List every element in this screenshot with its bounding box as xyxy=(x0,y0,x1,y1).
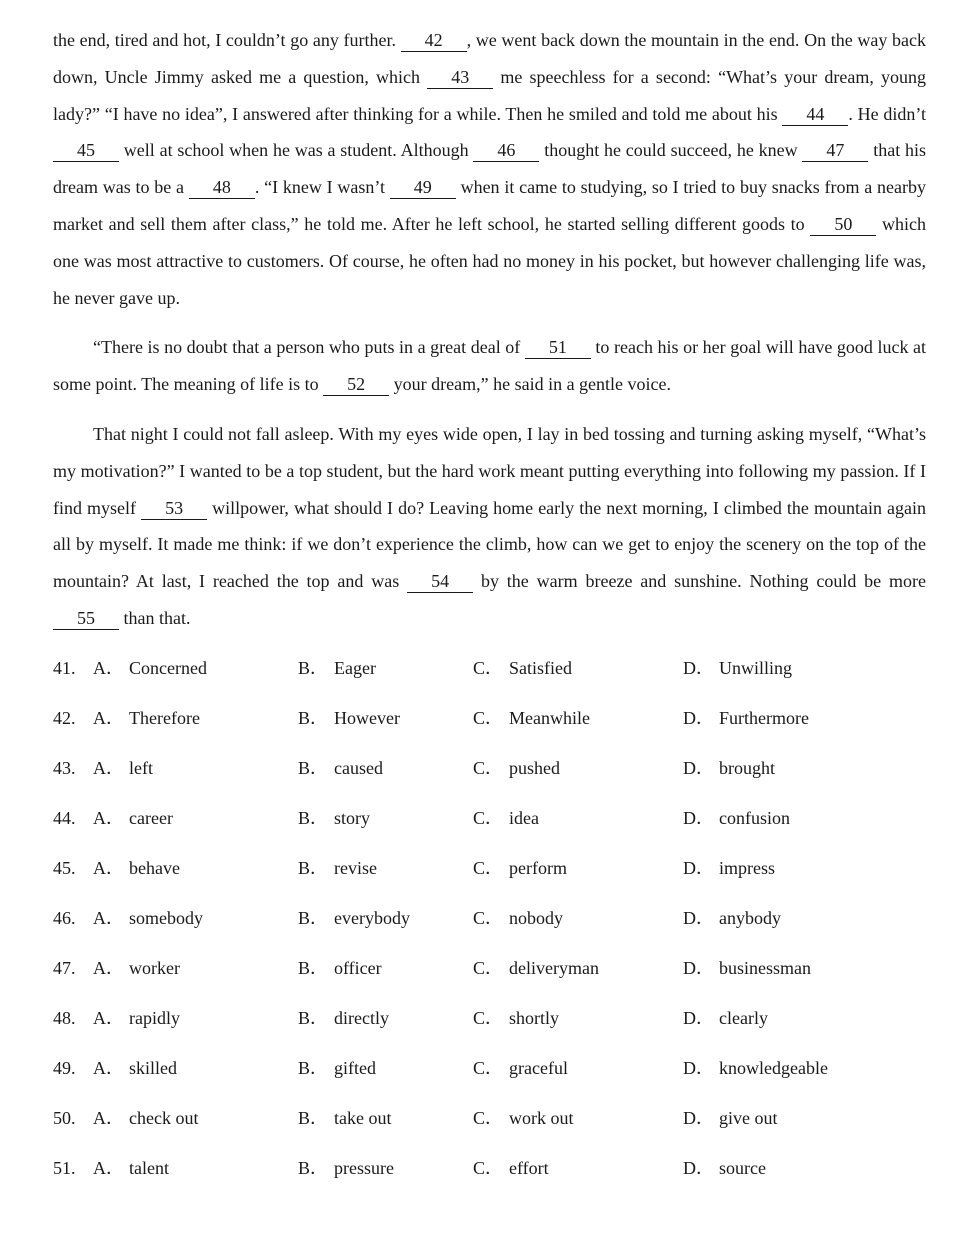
option-letter: C． xyxy=(473,908,504,928)
option-c xyxy=(473,900,563,936)
option-letter: A． xyxy=(93,808,124,828)
option-d xyxy=(683,800,790,836)
paragraph-3 xyxy=(53,416,926,637)
option-a xyxy=(93,650,207,686)
question-number: 41. xyxy=(53,658,76,678)
option-d xyxy=(683,650,792,686)
option-letter: D． xyxy=(683,758,714,778)
passage-text: thought he could succeed, he knew xyxy=(539,140,803,161)
option-d xyxy=(683,1150,766,1186)
question-row xyxy=(53,850,933,900)
option-text: Eager xyxy=(334,658,376,678)
question-number: 48. xyxy=(53,1008,76,1028)
question-number: 49. xyxy=(53,1058,76,1078)
passage-text: to reach his or her goal will have good luck at some point. The meaning of life is to xyxy=(53,337,926,395)
option-letter: D． xyxy=(683,708,714,728)
option-letter: C． xyxy=(473,808,504,828)
option-b xyxy=(298,1100,391,1136)
passage-text: me speechless for a second: “What’s your dream, young lady?” “I have no idea”, I answered after thinking for a while. Then he smiled and told me about his xyxy=(53,66,926,124)
paragraph-1 xyxy=(53,22,926,316)
option-letter: C． xyxy=(473,958,504,978)
question-number: 42. xyxy=(53,708,76,728)
passage-text: that his dream was to be a xyxy=(53,140,926,198)
option-text: Unwilling xyxy=(719,658,793,678)
option-text: businessman xyxy=(719,958,811,978)
option-letter: D． xyxy=(683,908,714,928)
option-text: However xyxy=(334,708,400,728)
option-c xyxy=(473,850,567,886)
option-letter: A． xyxy=(93,758,124,778)
blank-53: 53 xyxy=(141,498,207,520)
cloze-passage xyxy=(53,22,926,637)
blank-42: 42 xyxy=(401,30,467,52)
option-b xyxy=(298,700,400,736)
option-b xyxy=(298,850,377,886)
option-letter: B． xyxy=(298,958,329,978)
option-text: Concerned xyxy=(129,658,207,678)
blank-51: 51 xyxy=(525,337,591,359)
option-text: caused xyxy=(334,758,383,778)
question-number: 43. xyxy=(53,758,76,778)
question-row xyxy=(53,1100,933,1150)
option-text: graceful xyxy=(509,1058,568,1078)
option-text: worker xyxy=(129,958,180,978)
option-text: effort xyxy=(509,1158,549,1178)
option-text: deliveryman xyxy=(509,958,599,978)
question-row xyxy=(53,1000,933,1050)
option-b xyxy=(298,950,382,986)
option-a xyxy=(93,750,153,786)
option-text: talent xyxy=(129,1158,169,1178)
blank-50: 50 xyxy=(810,214,876,236)
option-letter: C． xyxy=(473,758,504,778)
option-letter: D． xyxy=(683,1008,714,1028)
option-text: rapidly xyxy=(129,1008,180,1028)
option-text: confusion xyxy=(719,808,790,828)
option-text: check out xyxy=(129,1108,199,1128)
option-text: left xyxy=(129,758,153,778)
passage-text: by the warm breeze and sunshine. Nothing could be more xyxy=(473,571,927,592)
question-options xyxy=(53,650,933,1200)
question-number: 46. xyxy=(53,908,76,928)
passage-text: which one was most attractive to customers. Of course, he often had no money in his pocket, but however challenging life was, he never gave up. xyxy=(53,213,926,308)
option-text: Satisfied xyxy=(509,658,572,678)
question-row xyxy=(53,650,933,700)
question-row xyxy=(53,800,933,850)
option-text: impress xyxy=(719,858,775,878)
option-d xyxy=(683,750,775,786)
option-letter: D． xyxy=(683,808,714,828)
option-text: work out xyxy=(509,1108,574,1128)
option-text: give out xyxy=(719,1108,778,1128)
option-text: Therefore xyxy=(129,708,200,728)
option-letter: B． xyxy=(298,1058,329,1078)
option-text: somebody xyxy=(129,908,203,928)
option-letter: C． xyxy=(473,1158,504,1178)
paragraph-2 xyxy=(53,329,926,403)
option-d xyxy=(683,850,775,886)
option-letter: D． xyxy=(683,1108,714,1128)
option-b xyxy=(298,750,383,786)
option-text: story xyxy=(334,808,370,828)
option-d xyxy=(683,1000,768,1036)
option-text: nobody xyxy=(509,908,563,928)
option-text: anybody xyxy=(719,908,781,928)
option-text: knowledgeable xyxy=(719,1058,828,1078)
option-d xyxy=(683,1050,828,1086)
option-d xyxy=(683,950,811,986)
blank-46: 46 xyxy=(473,140,539,162)
option-a xyxy=(93,700,200,736)
option-letter: A． xyxy=(93,1058,124,1078)
option-letter: B． xyxy=(298,708,329,728)
option-text: behave xyxy=(129,858,180,878)
option-a xyxy=(93,950,180,986)
option-text: pushed xyxy=(509,758,560,778)
option-letter: D． xyxy=(683,658,714,678)
option-text: pressure xyxy=(334,1158,394,1178)
question-row xyxy=(53,900,933,950)
option-text: career xyxy=(129,808,173,828)
option-c xyxy=(473,1050,568,1086)
option-c xyxy=(473,1100,574,1136)
option-text: Furthermore xyxy=(719,708,809,728)
question-number: 51. xyxy=(53,1158,76,1178)
option-letter: B． xyxy=(298,858,329,878)
option-letter: A． xyxy=(93,908,124,928)
option-text: directly xyxy=(334,1008,389,1028)
option-c xyxy=(473,650,572,686)
question-number: 47. xyxy=(53,958,76,978)
option-d xyxy=(683,700,809,736)
option-text: everybody xyxy=(334,908,410,928)
passage-text: when it came to studying, so I tried to buy snacks from a nearby market and sell them after class,” he told me. After he left school, he started selling different goods to xyxy=(53,177,926,234)
option-letter: A． xyxy=(93,708,124,728)
option-text: idea xyxy=(509,808,539,828)
option-letter: D． xyxy=(683,1158,714,1178)
passage-text: . He didn’t xyxy=(848,103,926,124)
option-text: brought xyxy=(719,758,775,778)
option-c xyxy=(473,1000,559,1036)
option-text: shortly xyxy=(509,1008,560,1028)
question-number: 45. xyxy=(53,858,76,878)
option-text: take out xyxy=(334,1108,392,1128)
option-text: perform xyxy=(509,858,567,878)
blank-49: 49 xyxy=(390,177,456,199)
option-c xyxy=(473,700,590,736)
option-text: revise xyxy=(334,858,377,878)
question-row xyxy=(53,950,933,1000)
option-letter: C． xyxy=(473,858,504,878)
blank-47: 47 xyxy=(802,140,868,162)
option-text: Meanwhile xyxy=(509,708,590,728)
option-letter: A． xyxy=(93,1158,124,1178)
option-letter: C． xyxy=(473,708,504,728)
option-c xyxy=(473,750,560,786)
question-number: 50. xyxy=(53,1108,76,1128)
option-letter: A． xyxy=(93,958,124,978)
passage-text: . “I knew I wasn’t xyxy=(254,177,390,198)
option-letter: B． xyxy=(298,758,329,778)
question-row xyxy=(53,700,933,750)
option-a xyxy=(93,900,203,936)
option-letter: B． xyxy=(298,1158,329,1178)
blank-54: 54 xyxy=(407,571,473,593)
option-c xyxy=(473,950,599,986)
option-a xyxy=(93,1150,169,1186)
question-row xyxy=(53,750,933,800)
option-a xyxy=(93,1000,180,1036)
option-text: clearly xyxy=(719,1008,768,1028)
option-letter: C． xyxy=(473,1008,504,1028)
blank-45: 45 xyxy=(53,140,119,162)
blank-43: 43 xyxy=(427,67,493,89)
option-letter: D． xyxy=(683,958,714,978)
option-letter: A． xyxy=(93,858,124,878)
option-letter: D． xyxy=(683,858,714,878)
option-text: source xyxy=(719,1158,766,1178)
question-number: 44. xyxy=(53,808,76,828)
option-b xyxy=(298,1050,376,1086)
option-letter: B． xyxy=(298,1108,329,1128)
passage-text: That night I could not fall asleep. With my eyes wide open, I lay in bed tossing and turning asking myself, “What’s my motivation?” I wanted to be a top student, but the hard work meant putting everything into following my passion. If I find myself xyxy=(53,423,926,518)
option-a xyxy=(93,800,173,836)
passage-text: , we went back down the mountain in the end. On the way back down, Uncle Jimmy asked me a question, which xyxy=(53,30,927,87)
passage-text: “There is no doubt that a person who puts in a great deal of xyxy=(93,337,525,358)
passage-text: well at school when he was a student. Although xyxy=(119,140,474,161)
question-row xyxy=(53,1050,933,1100)
option-letter: B． xyxy=(298,658,329,678)
option-letter: A． xyxy=(93,658,124,678)
passage-text: willpower, what should I do? Leaving home early the next morning, I climbed the mountain again all by myself. It made me think: if we don’t experience the climb, how can we get to enjoy the scenery on the top of the mountain? At last, I reached the top and was xyxy=(53,497,926,592)
question-row xyxy=(53,1150,933,1200)
option-b xyxy=(298,650,376,686)
passage-text: than that. xyxy=(119,607,191,628)
option-a xyxy=(93,1100,198,1136)
option-letter: B． xyxy=(298,1008,329,1028)
option-b xyxy=(298,900,410,936)
blank-48: 48 xyxy=(189,177,255,199)
option-d xyxy=(683,1100,778,1136)
option-letter: C． xyxy=(473,1108,504,1128)
option-letter: B． xyxy=(298,908,329,928)
option-b xyxy=(298,1150,394,1186)
option-a xyxy=(93,1050,177,1086)
option-c xyxy=(473,1150,549,1186)
option-text: officer xyxy=(334,958,382,978)
option-text: skilled xyxy=(129,1058,177,1078)
option-b xyxy=(298,1000,389,1036)
blank-55: 55 xyxy=(53,608,119,630)
passage-text: your dream,” he said in a gentle voice. xyxy=(389,374,672,395)
passage-text: the end, tired and hot, I couldn’t go any further. xyxy=(53,30,401,50)
option-letter: C． xyxy=(473,1058,504,1078)
option-b xyxy=(298,800,370,836)
option-d xyxy=(683,900,781,936)
option-letter: A． xyxy=(93,1108,124,1128)
option-letter: B． xyxy=(298,808,329,828)
option-letter: A． xyxy=(93,1008,124,1028)
option-letter: D． xyxy=(683,1058,714,1078)
option-letter: C． xyxy=(473,658,504,678)
option-c xyxy=(473,800,539,836)
blank-44: 44 xyxy=(782,104,848,126)
option-text: gifted xyxy=(334,1058,376,1078)
blank-52: 52 xyxy=(323,374,389,396)
option-a xyxy=(93,850,180,886)
